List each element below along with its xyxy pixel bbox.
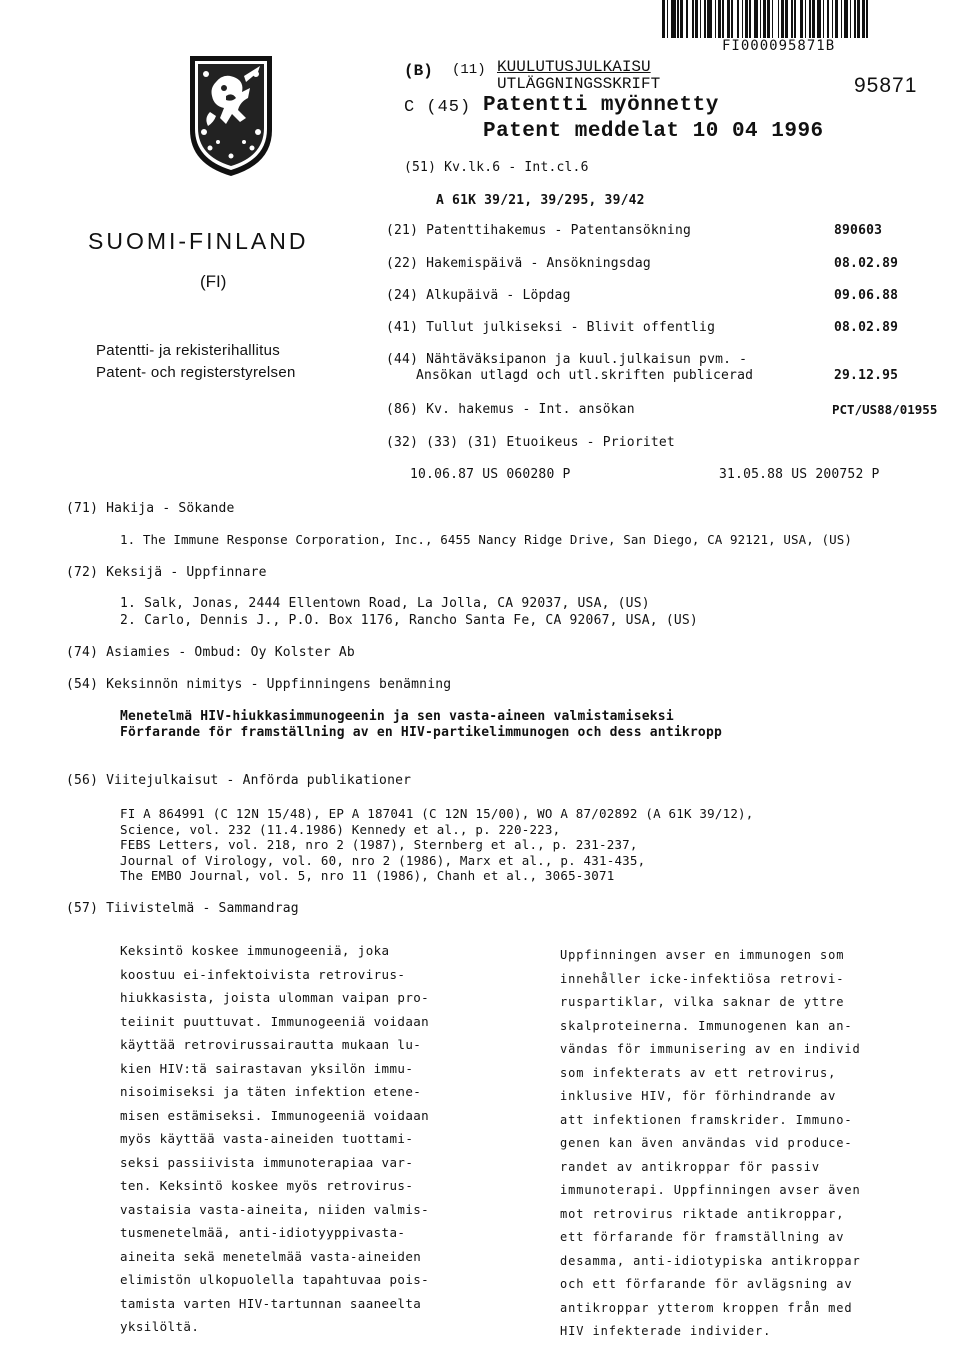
finnish-coat-of-arms-icon <box>186 52 276 178</box>
field-label: (41) Tullut julkiseksi - Blivit offentlig <box>386 320 716 335</box>
pub-title-sv: UTLÄGGNINGSSKRIFT <box>497 75 661 93</box>
abstract-line: randet av antikroppar för passiv <box>560 1159 820 1174</box>
field-value: 09.06.88 <box>834 288 899 303</box>
country-name: SUOMI-FINLAND <box>88 228 309 254</box>
abstract-line: desamma, anti-idiotypiska antikroppar <box>560 1253 861 1268</box>
abstract-line: ett förfarande för framställning av <box>560 1230 845 1244</box>
country-code: (FI) <box>200 272 227 291</box>
field-value: 08.02.89 <box>834 320 899 335</box>
field-value: PCT/US88/01955 <box>832 402 938 417</box>
abstract-line: ten. Keksintö koskee myös retrovirus- <box>120 1178 414 1193</box>
abstract-line: tusmenetelmää, anti-idiotyyppivasta- <box>120 1225 406 1240</box>
abstract-sv <box>560 944 861 1344</box>
abstract-line: kien HIV:tä sairastavan yksilön immu- <box>120 1060 414 1076</box>
abstract-line: Keksintö koskee immunogeeniä, joka <box>120 943 390 958</box>
abstract-line: vändas för immunisering av en individ <box>560 1042 861 1056</box>
abstract-line: skalproteinerna. Immunogenen kan an- <box>560 1018 853 1033</box>
inventor-label: (72) Keksijä - Uppfinnare <box>66 565 267 580</box>
office-name-sv: Patent- och registerstyrelsen <box>96 364 296 381</box>
citation: The EMBO Journal, vol. 5, nro 11 (1986), Chanh et al., 3065-3071 <box>120 868 615 883</box>
abstract-line: innehåller icke-infektiösa retrovi- <box>560 971 845 986</box>
priority-entry: 31.05.88 US 200752 P <box>719 467 880 482</box>
abstract-label: (57) Tiivistelmä - Sammandrag <box>66 901 299 916</box>
abstract-line: att infektionen framskrider. Immuno- <box>560 1112 853 1127</box>
citation: Journal of Virology, vol. 60, nro 2 (1986), Marx et al., p. 431-435, <box>120 852 646 868</box>
title-sv: Förfarande för framställning av en HIV-partikelimmunogen och dess antikropp <box>120 725 722 740</box>
applicant: 1. The Immune Response Corporation, Inc., 6455 Nancy Ridge Drive, San Diego, CA 92121, USA, (US) <box>120 532 853 547</box>
abstract-line: genen kan även användas vid produce- <box>560 1136 853 1150</box>
field-value: 890603 <box>834 223 883 238</box>
abstract-line: Uppfinningen avser en immunogen som <box>560 948 845 962</box>
abstract-line: antikroppar ytterom kroppen från med <box>560 1300 853 1315</box>
title-label: (54) Keksinnön nimitys - Uppfinningens benämning <box>66 677 452 692</box>
field-label: (24) Alkupäivä - Löpdag <box>386 288 571 303</box>
abstract-line: käyttää retrovirussairautta mukaan lu- <box>120 1037 422 1052</box>
pub-title-fi: KUULUTUSJULKAISU <box>497 58 651 76</box>
abstract-line: hiukkasista, joista ulomman vaipan pro- <box>120 990 430 1005</box>
abstract-line: inklusive HIV, för förhindrande av <box>560 1089 837 1103</box>
priority-label: (32) (33) (31) Etuoikeus - Prioritet <box>386 435 675 450</box>
abstract-line: tamista varten HIV-tartunnan saaneelta <box>120 1295 422 1311</box>
priority-entry: 10.06.87 US 060280 P <box>410 467 571 482</box>
abstract-line: ruspartiklar, vilka saknar de yttre <box>560 995 845 1009</box>
abstract-line: elimistön ulkopuolella tapahtuvaa pois- <box>120 1272 430 1287</box>
abstract-line: nisoimiseksi ja täten infektion etene- <box>120 1084 422 1099</box>
office-name-fi: Patentti- ja rekisterihallitus <box>96 342 281 359</box>
field-label: (86) Kv. hakemus - Int. ansökan <box>386 402 635 417</box>
abstract-line: som infekterats av ett retrovirus, <box>560 1065 837 1080</box>
citation: Science, vol. 232 (11.4.1986) Kennedy et al., p. 220-223, <box>120 821 561 837</box>
field-value: 08.02.89 <box>834 256 899 271</box>
barcode-icon <box>662 0 920 38</box>
abstract-line: koostuu ei-infektoivista retrovirus- <box>120 966 406 982</box>
abstract-line: myös käyttää vasta-aineiden tuottami- <box>120 1131 414 1146</box>
field-label-continued: Ansökan utlagd och utl.skriften publicerad <box>416 368 754 383</box>
pub-type-code: (B) <box>404 62 433 80</box>
abstract-line: seksi passiivista immunoterapiaa var- <box>120 1154 414 1170</box>
field-label: (22) Hakemispäivä - Ansökningsdag <box>386 256 651 271</box>
inventor: 1. Salk, Jonas, 2444 Ellentown Road, La Jolla, CA 92037, USA, (US) <box>120 596 650 611</box>
abstract-fi <box>120 939 429 1339</box>
citation: FI A 864991 (C 12N 15/48), EP A 187041 (C 12N 15/00), WO A 87/02892 (A 61K 39/12), <box>120 806 754 821</box>
abstract-line: HIV infekterade individer. <box>560 1324 772 1338</box>
field-label: (21) Patenttihakemus - Patentansökning <box>386 223 692 238</box>
abstract-line: mot retrovirus riktade antikroppar, <box>560 1206 845 1221</box>
abstract-line: och ett förfarande för avlägsning av <box>560 1277 853 1291</box>
int-class-label: (51) Kv.lk.6 - Int.cl.6 <box>404 160 589 175</box>
patent-number: 95871 <box>854 74 918 97</box>
abstract-line: misen estämiseksi. Immunogeeniä voidaan <box>120 1107 430 1123</box>
applicant-label: (71) Hakija - Sökande <box>66 501 235 516</box>
citations-label: (56) Viitejulkaisut - Anförda publikationer <box>66 773 412 788</box>
field-label: (44) Nähtäväksipanon ja kuul.julkaisun pvm. - <box>386 352 748 367</box>
grant-status-fi: Patentti myönnetty <box>483 94 719 117</box>
field-value: 29.12.95 <box>834 368 899 383</box>
abstract-line: aineita sekä menetelmää vasta-aineiden <box>120 1248 422 1264</box>
grant-code: C (45) <box>404 98 472 117</box>
document-number: FI000095871B <box>722 38 836 54</box>
agent: (74) Asiamies - Ombud: Oy Kolster Ab <box>66 645 355 660</box>
title-fi: Menetelmä HIV-hiukkasimmunogeenin ja sen vasta-aineen valmistamiseksi <box>120 709 674 724</box>
grant-status-sv: Patent meddelat 10 04 1996 <box>483 120 824 143</box>
int-class-value: A 61K 39/21, 39/295, 39/42 <box>436 193 645 208</box>
inventor: 2. Carlo, Dennis J., P.O. Box 1176, Rancho Santa Fe, CA 92067, USA, (US) <box>120 613 698 628</box>
abstract-line: yksilöltä. <box>120 1319 200 1334</box>
citations-list <box>120 806 754 884</box>
abstract-line: teiinit puuttuvat. Immunogeeniä voidaan <box>120 1013 430 1029</box>
abstract-line: immunoterapi. Uppfinningen avser även <box>560 1183 861 1197</box>
pub-type-number: (11) <box>452 62 486 78</box>
citation: FEBS Letters, vol. 218, nro 2 (1987), Sternberg et al., p. 231-237, <box>120 837 638 852</box>
abstract-line: vastaisia vasta-aineita, niiden valmis- <box>120 1201 430 1217</box>
